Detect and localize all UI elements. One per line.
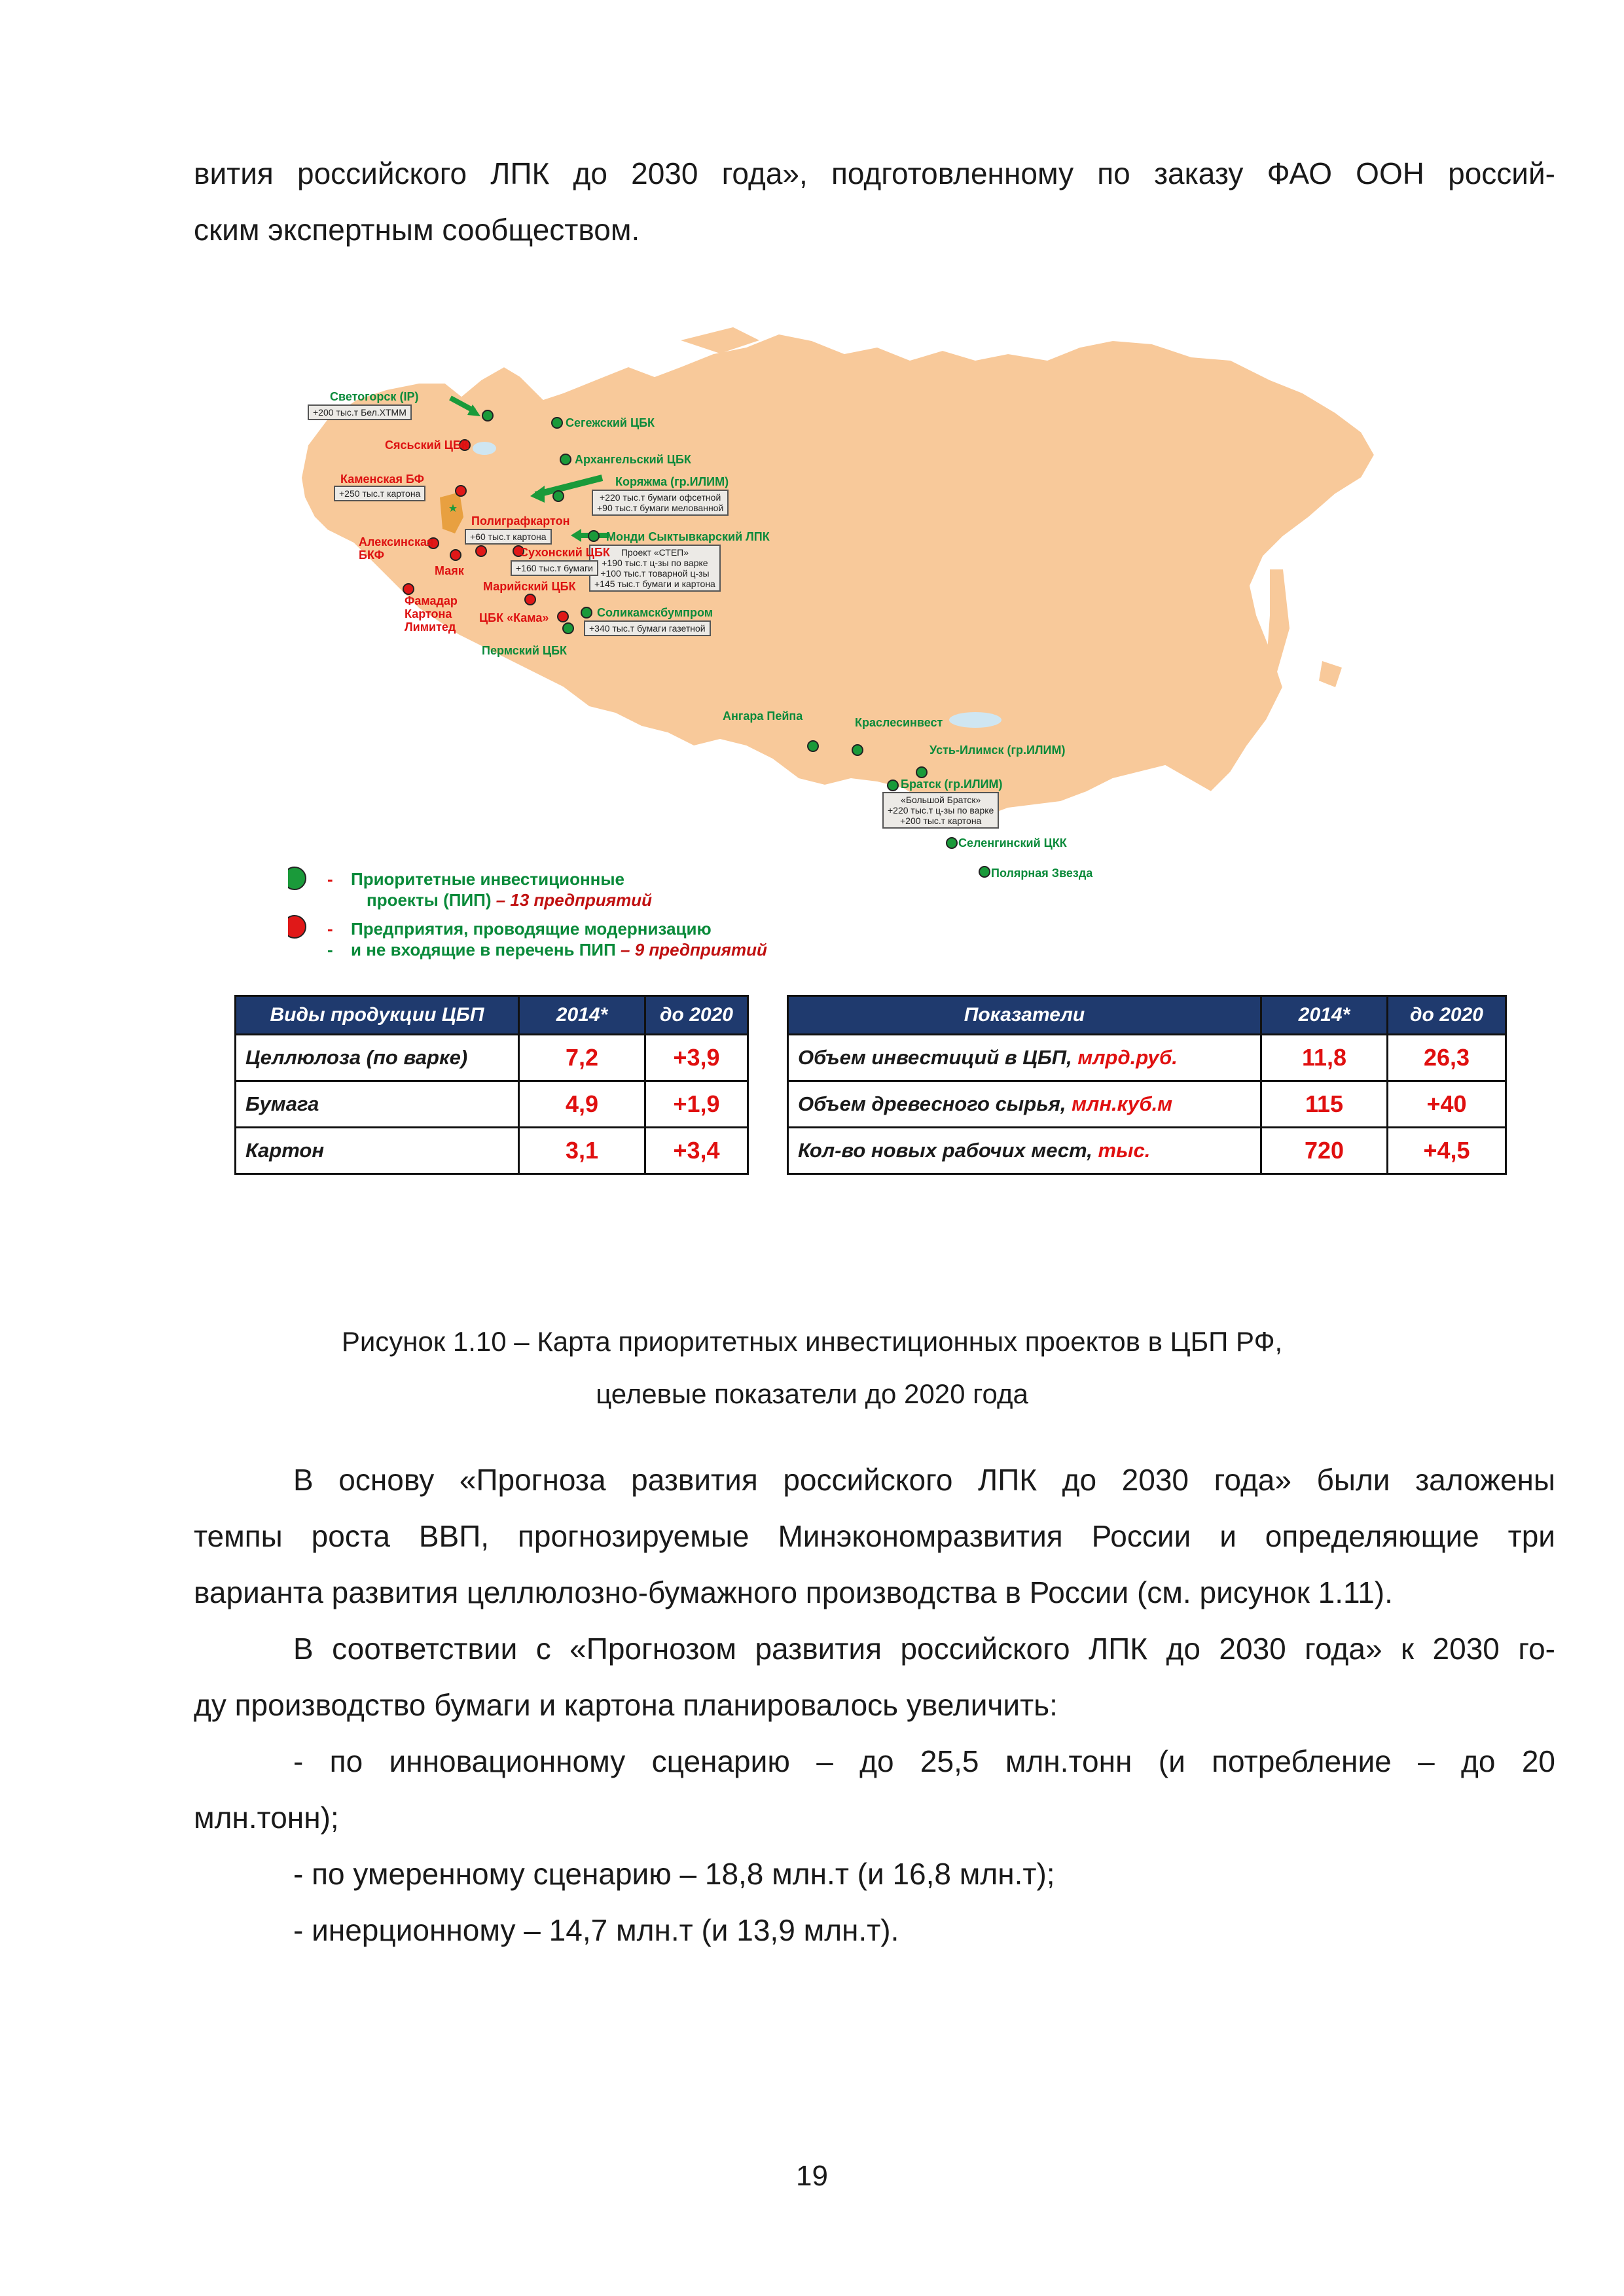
label-aleksinskaya-1: Алексинская <box>359 535 434 548</box>
row-name: Картон <box>236 1128 519 1174</box>
th-2020: до 2020 <box>1388 996 1506 1035</box>
legend-green-dash: - <box>327 869 333 889</box>
row-name-text: Кол-во новых рабочих мест, <box>798 1139 1098 1162</box>
th-2020: до 2020 <box>645 996 748 1035</box>
body-p1-line-1: В основу «Прогноза развития российского ЛПК до 2030 года» были заложены <box>293 1463 1555 1497</box>
box-bratsk-line1: «Большой Братск» <box>901 795 981 805</box>
intro-line-2: ским экспертным сообществом. <box>194 213 640 247</box>
box-mondi-line4: +145 тыс.т бумаги и картона <box>594 579 715 589</box>
label-aleksinskaya-2: БКФ <box>359 548 385 562</box>
row-name-text: Объем древесного сырья, <box>798 1092 1072 1115</box>
row-name <box>788 1035 1261 1081</box>
row-name <box>788 1128 1261 1174</box>
body-p2-line-1: В соответствии с «Прогнозом развития российского ЛПК до 2030 года» к 2030 го- <box>293 1632 1555 1666</box>
body-p4: - по умеренному сценарию – 18,8 млн.т (и 16,8 млн.т); <box>293 1857 1055 1891</box>
table-row <box>236 1035 748 1081</box>
box-koryazhma-line2: +90 тыс.т бумаги мелованной <box>597 503 724 513</box>
label-famadar-2: Картона <box>405 607 452 620</box>
label-svetogorsk: Светогорск (IP) <box>330 390 419 403</box>
label-polar: Полярная Звезда <box>991 867 1093 880</box>
label-ustilimsk: Усть-Илимск (гр.ИЛИМ) <box>929 744 1066 757</box>
label-famadar-3: Лимитед <box>405 620 456 634</box>
box-koryazhma-line1: +220 тыс.т бумаги офсетной <box>600 492 721 503</box>
th-indicators: Показатели <box>788 996 1261 1035</box>
th-products: Виды продукции ЦБП <box>236 996 519 1035</box>
body-p5: - инерционному – 14,7 млн.т (и 13,9 млн.т). <box>293 1913 899 1947</box>
label-selenga: Селенгинский ЦКК <box>958 836 1067 850</box>
table-products <box>234 995 749 1175</box>
box-mondi-line3: +100 тыс.т товарной ц-зы <box>600 568 710 579</box>
box-poligrafkarton: +60 тыс.т картона <box>465 529 552 545</box>
row-name: Бумага <box>236 1081 519 1128</box>
th-2014: 2014* <box>1261 996 1388 1035</box>
legend-green-count: – 13 предприятий <box>496 890 652 910</box>
table-row <box>236 1128 748 1174</box>
body-p3-line-2: млн.тонн); <box>194 1801 339 1835</box>
row-2020: +40 <box>1388 1081 1506 1128</box>
body-p3-line-1: - по инновационному сценарию – до 25,5 млн.тонн (и потребление – до 20 <box>293 1744 1555 1778</box>
row-2020: +4,5 <box>1388 1128 1506 1174</box>
legend-green-text: проекты (ПИП) <box>367 890 492 910</box>
legend-red-line2 <box>351 939 767 961</box>
figure-caption-line-1: Рисунок 1.10 – Карта приоритетных инвестиционных проектов в ЦБП РФ, <box>341 1326 1283 1357</box>
russia-map-figure <box>288 321 1401 960</box>
box-bratsk-line2: +220 тыс.т ц-зы по варке <box>888 805 994 816</box>
box-svetogorsk: +200 тыс.т Бел.ХТММ <box>308 404 412 420</box>
table-row <box>236 1081 748 1128</box>
row-unit: млрд.руб. <box>1077 1046 1178 1069</box>
box-solikamsk: +340 тыс.т бумаги газетной <box>584 620 711 636</box>
box-kamenskaya: +250 тыс.т картона <box>334 486 425 501</box>
label-mari: Марийский ЦБК <box>483 580 576 593</box>
row-2020: +3,9 <box>645 1035 748 1081</box>
table-indicators <box>787 995 1507 1175</box>
label-angara: Ангара Пейпа <box>723 709 803 723</box>
legend-red-text: и не входящие в перечень ПИП <box>351 940 616 960</box>
row-name-text: Объем инвестиций в ЦБП, <box>798 1046 1078 1069</box>
legend-markers <box>288 321 1401 949</box>
label-perm: Пермский ЦБК <box>482 644 568 657</box>
label-segezha: Сегежский ЦБК <box>566 416 655 429</box>
legend-red-count: – 9 предприятий <box>621 940 767 960</box>
legend-green-marker <box>288 867 306 889</box>
legend-green-line2 <box>367 889 652 911</box>
label-mondi: Монди Сыктывкарский ЛПК <box>606 530 770 543</box>
body-p1-line-2: темпы роста ВВП, прогнозируемые Минэкономразвития России и определяющие три <box>194 1519 1555 1553</box>
figure-caption-line-2: целевые показатели до 2020 года <box>596 1378 1028 1409</box>
row-2014: 7,2 <box>519 1035 645 1081</box>
table-row <box>788 1035 1506 1081</box>
table-row <box>788 1081 1506 1128</box>
legend-green-line1: Приоритетные инвестиционные <box>351 869 625 889</box>
row-2014: 11,8 <box>1261 1035 1388 1081</box>
table-products-header <box>236 996 748 1035</box>
row-2020: 26,3 <box>1388 1035 1506 1081</box>
box-sukhona: +160 тыс.т бумаги <box>511 560 598 576</box>
intro-line-1: вития российского ЛПК до 2030 года», подготовленному по заказу ФАО ООН россий- <box>194 156 1555 190</box>
row-2020: +3,4 <box>645 1128 748 1174</box>
table-row <box>788 1128 1506 1174</box>
legend-red-dash-1: - <box>327 919 333 939</box>
row-2014: 720 <box>1261 1128 1388 1174</box>
label-poligrafkarton: Полиграфкартон <box>471 514 570 528</box>
table-indicators-header <box>788 996 1506 1035</box>
row-name: Целлюлоза (по варке) <box>236 1035 519 1081</box>
box-mondi-line1: Проект «СТЕП» <box>621 547 689 558</box>
label-famadar-1: Фамадар <box>405 594 458 607</box>
row-2014: 4,9 <box>519 1081 645 1128</box>
legend-red-line1: Предприятия, проводящие модернизацию <box>351 919 712 939</box>
label-syas: Сясьский ЦБК <box>385 439 469 452</box>
label-arkhangelsk: Архангельский ЦБК <box>575 453 691 466</box>
label-bratsk: Братск (гр.ИЛИМ) <box>901 778 1003 791</box>
row-2014: 3,1 <box>519 1128 645 1174</box>
row-2014: 115 <box>1261 1081 1388 1128</box>
row-unit: млн.куб.м <box>1072 1092 1173 1115</box>
label-sukhona: Сухонский ЦБК <box>520 546 610 559</box>
box-mondi-line2: +190 тыс.т ц-зы по варке <box>602 558 708 568</box>
label-kama: ЦБК «Кама» <box>479 611 549 624</box>
row-unit: тыс. <box>1098 1139 1151 1162</box>
label-mayak: Маяк <box>435 564 464 577</box>
label-koryazhma: Коряжма (гр.ИЛИМ) <box>615 475 729 488</box>
label-krasles: Краслесинвест <box>855 716 943 729</box>
row-2020: +1,9 <box>645 1081 748 1128</box>
box-bratsk-line3: +200 тыс.т картона <box>899 816 982 826</box>
legend-red-dash-2: - <box>327 940 333 960</box>
row-name <box>788 1081 1261 1128</box>
legend-red-marker <box>288 916 306 938</box>
label-kamenskaya: Каменская БФ <box>340 473 425 486</box>
body-p2-line-2: ду производство бумаги и картона планировалось увеличить: <box>194 1688 1058 1722</box>
body-p1-line-3: варианта развития целлюлозно-бумажного производства в России (см. рисунок 1.11). <box>194 1575 1393 1609</box>
page-number: 19 <box>796 2160 828 2192</box>
th-2014: 2014* <box>519 996 645 1035</box>
label-solikamsk: Соликамскбумпром <box>597 606 713 619</box>
